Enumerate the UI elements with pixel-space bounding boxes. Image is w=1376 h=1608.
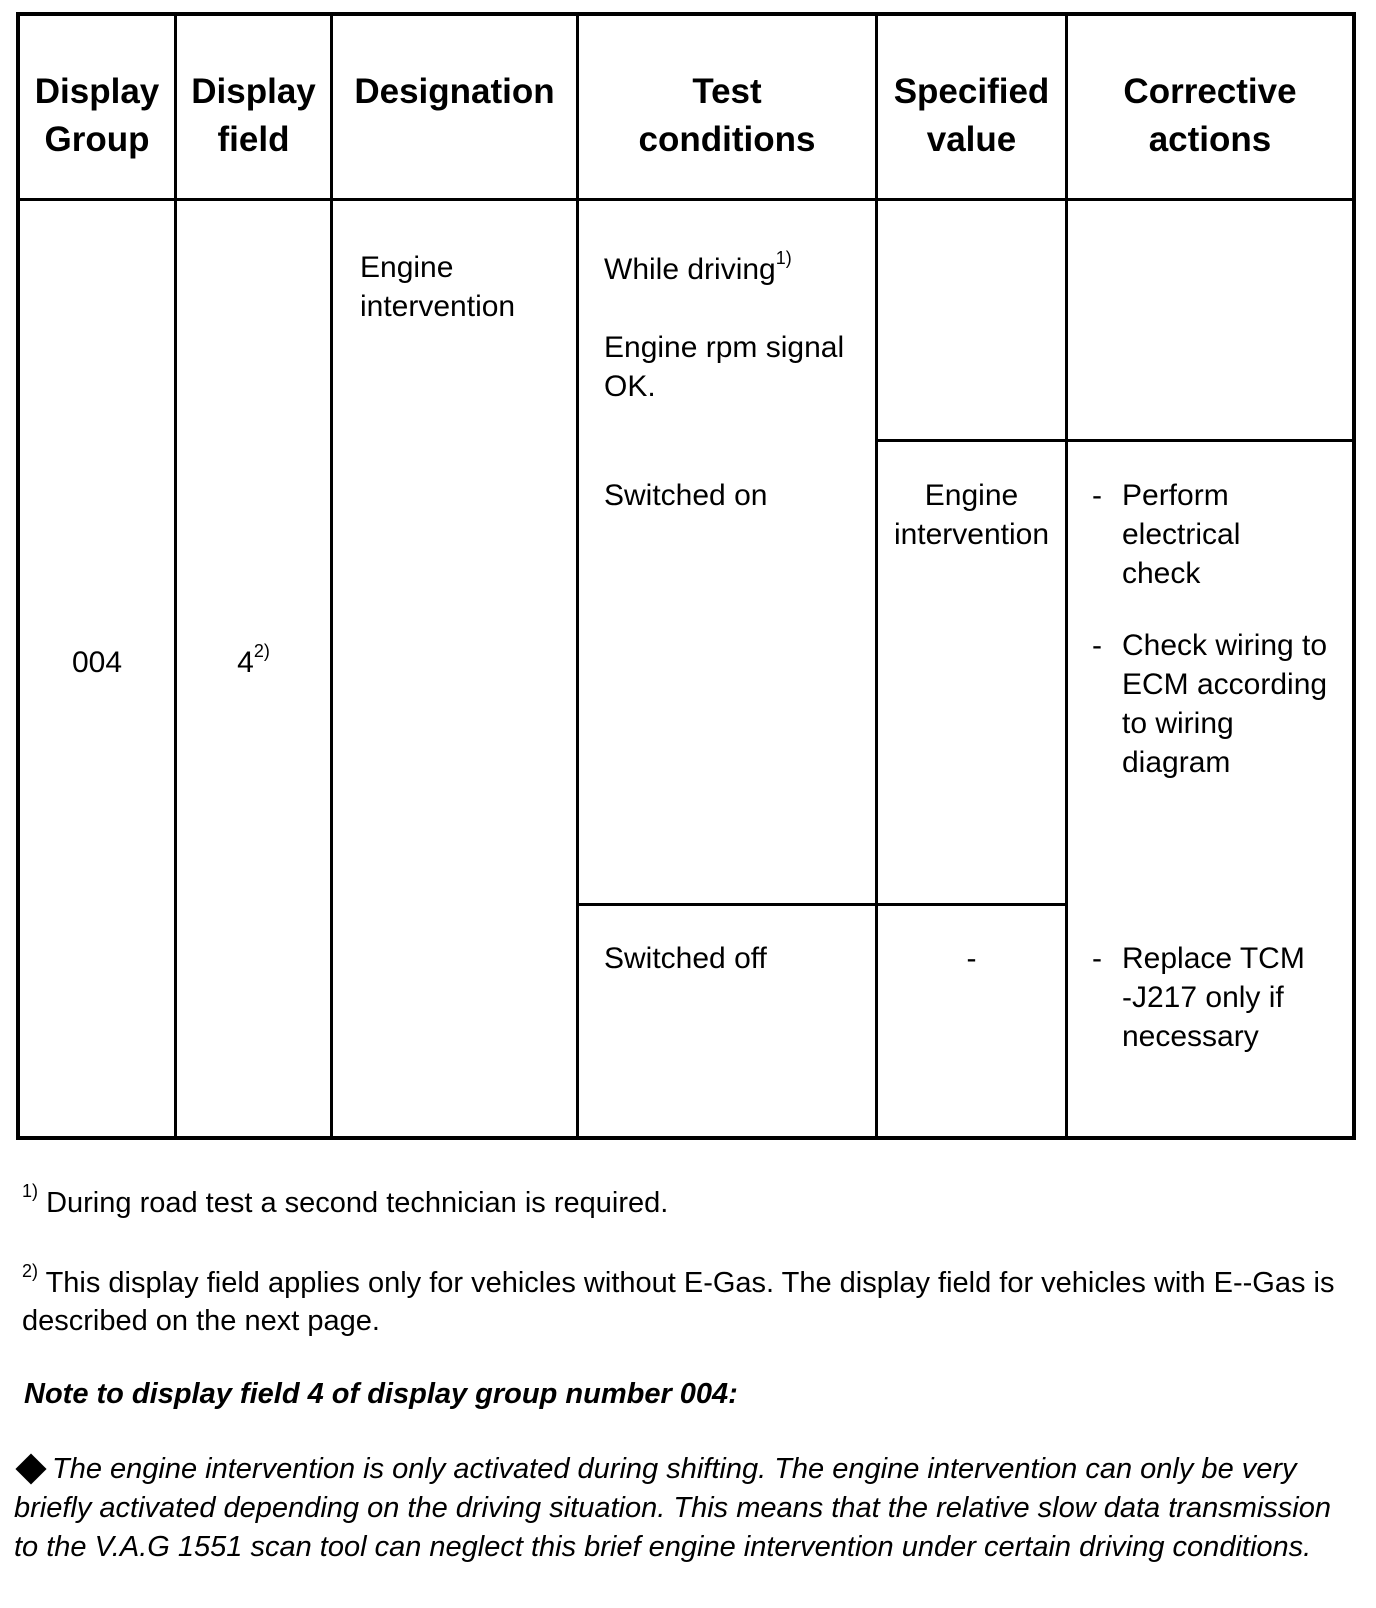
designation-value: Engine intervention bbox=[360, 251, 516, 323]
corrective-item: - Perform electrical check bbox=[1092, 479, 1241, 590]
footnote-ref: 2) bbox=[253, 641, 270, 661]
condition-switched-on: Switched on bbox=[604, 479, 768, 512]
col-divider bbox=[174, 16, 177, 1136]
header-divider bbox=[20, 198, 1352, 201]
display-group-value: 004 bbox=[71, 646, 123, 679]
display-field-value: 4$^{2)}$ bbox=[237, 641, 270, 679]
note-title: Note to display field 4 of display group number 004: bbox=[24, 1378, 738, 1410]
col-divider bbox=[576, 16, 579, 1136]
header-corrective-actions: Corrective actions bbox=[1123, 72, 1297, 159]
condition-while-driving: While driving$^{1)}$ bbox=[604, 248, 792, 286]
header-test-conditions: Test conditions bbox=[638, 72, 816, 159]
note-body: The engine intervention is only activated during shifting. The engine intervention can only be very briefly activated depending on the driving situation. This means that the relative slow data transmission to the V.A.G 1551 scan tool can neglect this brief engine intervention under certain driving conditions. bbox=[14, 1453, 1331, 1563]
corrective-item: - Check wiring to ECM according to wiring diagram bbox=[1092, 629, 1328, 779]
diamond-bullet-icon bbox=[15, 1453, 46, 1484]
header-designation: Designation bbox=[354, 72, 555, 111]
header-display-field: Display field bbox=[191, 72, 316, 159]
corrective-item: - Replace TCM -J217 only if necessary bbox=[1092, 942, 1305, 1053]
specified-switched-off: - bbox=[966, 942, 977, 975]
col-divider bbox=[330, 16, 333, 1136]
header-display-group: Display Group bbox=[34, 72, 160, 159]
row-divider bbox=[875, 439, 1352, 442]
col-divider bbox=[1065, 16, 1068, 1136]
row-divider bbox=[576, 903, 1068, 906]
condition-engine-rpm: Engine rpm signal OK. bbox=[604, 331, 845, 403]
footnote-ref: 1) bbox=[775, 248, 792, 268]
footnote-2: $^{2)}$ This display field applies only for vehicles without E-Gas. The display field for vehicles with E--Gas is described on the next page. bbox=[22, 1261, 1335, 1337]
diagnostic-table bbox=[16, 12, 1356, 1140]
footnote-1: $^{1)}$ During road test a second technician is required. bbox=[22, 1181, 669, 1219]
condition-switched-off: Switched off bbox=[604, 942, 767, 975]
header-specified-value: Specified value bbox=[893, 72, 1050, 159]
specified-switched-on: Engine intervention bbox=[893, 479, 1050, 551]
